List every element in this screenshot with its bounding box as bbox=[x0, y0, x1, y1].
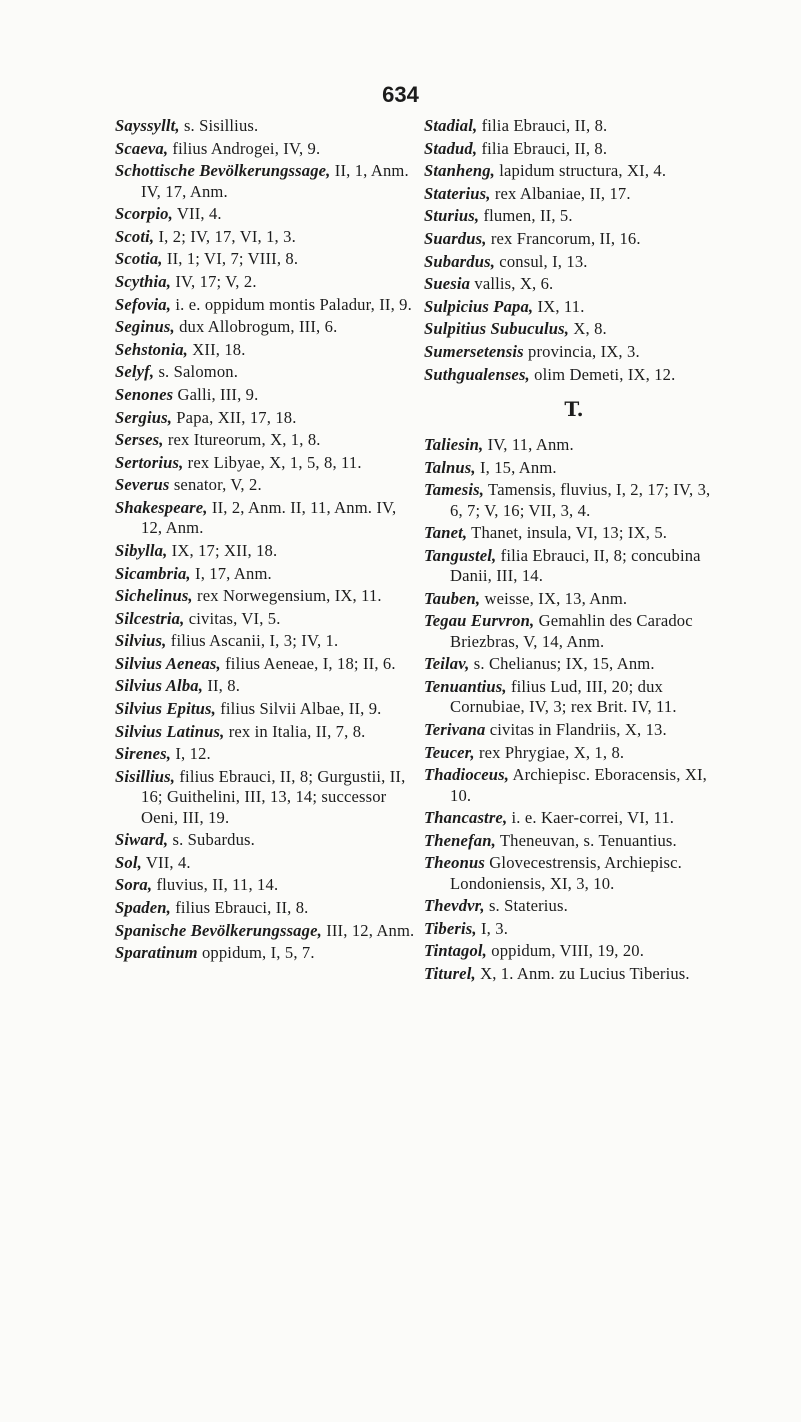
index-entry bbox=[115, 317, 415, 337]
entry-term: Sehstonia, bbox=[115, 339, 188, 359]
entry-term: Suesia bbox=[424, 274, 471, 294]
index-entry bbox=[115, 227, 415, 247]
entry-reference: s. Chelianus; IX, 15, Anm. bbox=[469, 654, 655, 674]
entry-reference: filius Lud, III, 20; dux Cornubiae, IV, 3; rex Brit. IV, 11. bbox=[450, 676, 677, 717]
entry-term: Severus bbox=[115, 475, 170, 495]
index-entry bbox=[424, 677, 724, 718]
index-entry bbox=[424, 720, 724, 740]
entry-reference: X, 8. bbox=[569, 319, 607, 339]
entry-reference: rex Phrygiae, X, 1, 8. bbox=[474, 742, 625, 762]
entry-term: Sturius, bbox=[424, 206, 480, 226]
entry-term: Silvius Latinus, bbox=[115, 721, 225, 741]
entry-term: Stadud, bbox=[424, 138, 478, 158]
entry-reference: filius Ebrauci, II, 8. bbox=[170, 898, 309, 918]
entry-reference: X, 1. Anm. zu Lucius Tiberius. bbox=[475, 964, 690, 984]
entry-term: Schottische Bevölkerungssage, bbox=[115, 161, 331, 181]
index-entry bbox=[424, 611, 724, 652]
entry-term: Tintagol, bbox=[424, 941, 487, 961]
entry-reference: filius Ebrauci, II, 8; Gurgustii, II, 16; Guithelini, III, 13, 14; successor Oeni, III, 19. bbox=[141, 766, 406, 827]
entry-reference: Papa, XII, 17, 18. bbox=[172, 407, 297, 427]
index-entry bbox=[424, 964, 724, 984]
entry-term: Scotia, bbox=[115, 249, 163, 269]
entry-reference: Glovecestrensis, Archiepisc. Londoniensis, XI, 3, 10. bbox=[450, 853, 682, 893]
entry-term: Titurel, bbox=[424, 964, 476, 984]
entry-reference: rex Albaniae, II, 17. bbox=[490, 183, 631, 203]
entry-term: Taliesin, bbox=[424, 434, 484, 454]
entry-term: Siward, bbox=[115, 830, 169, 850]
index-entry bbox=[424, 184, 724, 204]
index-entry bbox=[424, 896, 724, 916]
entry-reference: Archiepisc. Eboracensis, XI, 10. bbox=[450, 765, 707, 805]
entry-reference: consul, I, 13. bbox=[495, 251, 588, 271]
index-entry bbox=[115, 161, 415, 202]
index-entry bbox=[115, 340, 415, 360]
entry-reference: Gemahlin des Caradoc Briezbras, V, 14, Anm. bbox=[450, 611, 693, 651]
index-entry bbox=[115, 875, 415, 895]
entry-term: Seginus, bbox=[115, 317, 175, 337]
entry-reference: rex Norwegensium, IX, 11. bbox=[192, 586, 382, 606]
entry-term: Sulpitius Subuculus, bbox=[424, 319, 570, 339]
entry-reference: II, 8. bbox=[203, 676, 241, 696]
entry-reference: olim Demeti, IX, 12. bbox=[529, 364, 676, 384]
entry-reference: filia Ebrauci, II, 8; concubina Danii, III, 14. bbox=[450, 545, 701, 586]
index-entry bbox=[424, 116, 724, 136]
entry-reference: IX, 17; XII, 18. bbox=[167, 540, 278, 560]
entry-term: Tangustel, bbox=[424, 545, 497, 565]
entry-term: Tiberis, bbox=[424, 918, 477, 938]
entry-term: Sulpicius Papa, bbox=[424, 296, 534, 316]
index-entry bbox=[115, 295, 415, 315]
entry-term: Subardus, bbox=[424, 251, 495, 271]
entry-term: Scoti, bbox=[115, 226, 155, 246]
index-entry bbox=[115, 541, 415, 561]
index-entry bbox=[115, 609, 415, 629]
entry-term: Scythia, bbox=[115, 271, 172, 291]
entry-reference: provincia, IX, 3. bbox=[523, 341, 640, 361]
entry-term: Spanische Bevölkerungssage, bbox=[115, 920, 322, 940]
entry-term: Selyf, bbox=[115, 362, 155, 382]
entry-reference: s. Sisillius. bbox=[179, 116, 259, 135]
entry-term: Serses, bbox=[115, 430, 164, 450]
index-entry bbox=[115, 139, 415, 159]
index-entry bbox=[115, 564, 415, 584]
entry-term: Sicambria, bbox=[115, 563, 191, 583]
index-entry bbox=[424, 480, 724, 521]
index-entry bbox=[424, 765, 724, 806]
index-entry bbox=[115, 385, 415, 405]
entry-term: Stadial, bbox=[424, 116, 478, 135]
index-entry bbox=[424, 546, 724, 587]
index-entry bbox=[424, 654, 724, 674]
entry-reference: Theneuvan, s. Tenuantius. bbox=[495, 830, 677, 850]
entry-term: Talnus, bbox=[424, 457, 476, 477]
entry-reference: lapidum structura, XI, 4. bbox=[494, 161, 667, 181]
index-entry bbox=[115, 408, 415, 428]
entry-reference: vallis, X, 6. bbox=[470, 274, 554, 294]
index-entry bbox=[115, 249, 415, 269]
entry-reference: Galli, III, 9. bbox=[173, 384, 259, 404]
entry-reference: rex in Italia, II, 7, 8. bbox=[224, 721, 366, 741]
index-entry bbox=[115, 453, 415, 473]
index-entry bbox=[115, 498, 415, 539]
index-entry bbox=[115, 898, 415, 918]
entry-term: Theonus bbox=[424, 853, 485, 873]
index-entry bbox=[115, 676, 415, 696]
entry-term: Sergius, bbox=[115, 407, 172, 427]
entry-reference: IX, 11. bbox=[533, 296, 585, 316]
index-entry bbox=[424, 523, 724, 543]
entry-reference: II, 1, Anm. IV, 17, Anm. bbox=[141, 161, 409, 201]
entry-term: Tegau Eurvron, bbox=[424, 611, 535, 631]
entry-reference: i. e. oppidum montis Paladur, II, 9. bbox=[171, 294, 412, 314]
entry-term: Scorpio, bbox=[115, 204, 173, 224]
entry-reference: filius Ascanii, I, 3; IV, 1. bbox=[166, 631, 339, 651]
entry-reference: IV, 11, Anm. bbox=[483, 434, 574, 454]
index-entry bbox=[424, 252, 724, 272]
entry-reference: filius Silvii Albae, II, 9. bbox=[215, 699, 382, 719]
index-entry bbox=[424, 319, 724, 339]
index-entry bbox=[424, 743, 724, 763]
index-entry bbox=[424, 941, 724, 961]
entry-term: Sibylla, bbox=[115, 540, 168, 560]
entry-term: Sefovia, bbox=[115, 294, 172, 314]
entry-term: Sisillius, bbox=[115, 766, 176, 786]
entry-term: Silcestria, bbox=[115, 608, 185, 628]
index-entry bbox=[115, 272, 415, 292]
entry-reference: s. Subardus. bbox=[168, 830, 255, 850]
entry-reference: XII, 18. bbox=[187, 339, 246, 359]
entry-reference: III, 12, Anm. bbox=[321, 920, 415, 940]
entry-reference: dux Allobrogum, III, 6. bbox=[174, 317, 338, 337]
index-entry bbox=[115, 586, 415, 606]
entry-term: Silvius Alba, bbox=[115, 676, 204, 696]
entry-reference: II, 2, Anm. II, 11, Anm. IV, 12, Anm. bbox=[141, 497, 397, 538]
entry-term: Teucer, bbox=[424, 742, 475, 762]
entry-term: Sirenes, bbox=[115, 744, 172, 764]
index-entry bbox=[115, 475, 415, 495]
entry-reference: rex Itureorum, X, 1, 8. bbox=[163, 430, 321, 450]
entry-reference: civitas, VI, 5. bbox=[184, 608, 281, 628]
entry-reference: fluvius, II, 11, 14. bbox=[152, 875, 279, 895]
index-entry bbox=[115, 744, 415, 764]
index-entry bbox=[424, 458, 724, 478]
index-entry bbox=[424, 274, 724, 294]
entry-reference: I, 12. bbox=[171, 744, 211, 764]
entry-term: Thancastre, bbox=[424, 808, 508, 828]
entries-t bbox=[424, 435, 724, 985]
entry-term: Tamesis, bbox=[424, 480, 485, 500]
entry-reference: weisse, IX, 13, Anm. bbox=[480, 588, 628, 608]
entry-reference: filius Androgei, IV, 9. bbox=[168, 138, 321, 158]
entry-reference: rex Libyae, X, 1, 5, 8, 11. bbox=[183, 452, 362, 472]
index-entry bbox=[424, 342, 724, 362]
entry-term: Sumersetensis bbox=[424, 341, 524, 361]
entry-term: Teilav, bbox=[424, 654, 470, 674]
index-entry bbox=[115, 631, 415, 651]
index-entry bbox=[424, 589, 724, 609]
entry-reference: IV, 17; V, 2. bbox=[171, 271, 257, 291]
entry-reference: I, 15, Anm. bbox=[475, 457, 557, 477]
right-column bbox=[424, 116, 724, 987]
entry-reference: filius Aeneae, I, 18; II, 6. bbox=[220, 653, 396, 673]
entry-reference: I, 3. bbox=[476, 918, 508, 938]
section-heading-t: T. bbox=[564, 396, 584, 421]
index-entry bbox=[424, 919, 724, 939]
entry-term: Sol, bbox=[115, 852, 142, 872]
index-entry bbox=[424, 139, 724, 159]
index-entry bbox=[424, 853, 724, 894]
entry-reference: Thanet, insula, VI, 13; IX, 5. bbox=[467, 523, 668, 543]
entry-reference: oppidum, VIII, 19, 20. bbox=[486, 941, 645, 961]
entry-reference: filia Ebrauci, II, 8. bbox=[477, 138, 608, 158]
entry-reference: VII, 4. bbox=[141, 852, 191, 872]
entry-term: Shakespeare, bbox=[115, 497, 208, 517]
entry-term: Stanheng, bbox=[424, 161, 495, 181]
entry-reference: flumen, II, 5. bbox=[479, 206, 573, 226]
index-entry bbox=[424, 161, 724, 181]
entry-term: Suthgualenses, bbox=[424, 364, 530, 384]
entry-term: Sichelinus, bbox=[115, 586, 193, 606]
left-column bbox=[115, 116, 415, 966]
entry-term: Silvius, bbox=[115, 631, 167, 651]
entry-reference: s. Salomon. bbox=[154, 362, 239, 382]
index-entry bbox=[115, 853, 415, 873]
entry-term: Terivana bbox=[424, 719, 486, 739]
entry-reference: Tamensis, fluvius, I, 2, 17; IV, 3, 6, 7; V, 16; VII, 3, 4. bbox=[450, 480, 711, 520]
index-entry bbox=[115, 722, 415, 742]
index-entry bbox=[115, 699, 415, 719]
entry-term: Thevdvr, bbox=[424, 896, 485, 916]
entry-term: Scaeva, bbox=[115, 138, 169, 158]
index-entry bbox=[424, 808, 724, 828]
entry-reference: i. e. Kaer-correi, VI, 11. bbox=[507, 808, 675, 828]
index-entry bbox=[424, 831, 724, 851]
index-entry bbox=[424, 435, 724, 455]
index-entry bbox=[424, 365, 724, 385]
entry-reference: VII, 4. bbox=[172, 204, 222, 224]
entry-term: Thadioceus, bbox=[424, 765, 510, 785]
entry-reference: I, 2; IV, 17, VI, 1, 3. bbox=[154, 226, 296, 246]
index-entry bbox=[115, 943, 415, 963]
entry-term: Sora, bbox=[115, 875, 153, 895]
entry-reference: II, 1; VI, 7; VIII, 8. bbox=[162, 249, 299, 269]
index-entry bbox=[115, 921, 415, 941]
entry-term: Tenuantius, bbox=[424, 676, 507, 696]
entry-term: Spaden, bbox=[115, 898, 171, 918]
page-number: 634 bbox=[382, 82, 419, 107]
entries-s-continued bbox=[424, 116, 724, 385]
entry-reference: civitas in Flandriis, X, 13. bbox=[485, 719, 667, 739]
entry-term: Sparatinum bbox=[115, 943, 198, 963]
index-entry bbox=[115, 654, 415, 674]
entry-reference: oppidum, I, 5, 7. bbox=[197, 943, 315, 963]
entry-term: Sayssyllt, bbox=[115, 116, 180, 135]
index-entry bbox=[424, 206, 724, 226]
entry-term: Thenefan, bbox=[424, 830, 496, 850]
entry-reference: senator, V, 2. bbox=[169, 475, 262, 495]
index-entry bbox=[115, 116, 415, 136]
index-entry bbox=[424, 297, 724, 317]
index-entry bbox=[115, 430, 415, 450]
entry-term: Suardus, bbox=[424, 228, 487, 248]
index-entry bbox=[424, 229, 724, 249]
entry-term: Silvius Epitus, bbox=[115, 699, 216, 719]
entry-term: Staterius, bbox=[424, 183, 491, 203]
entry-term: Silvius Aeneas, bbox=[115, 653, 221, 673]
entry-reference: I, 17, Anm. bbox=[190, 563, 272, 583]
entry-term: Sertorius, bbox=[115, 452, 184, 472]
entry-reference: rex Francorum, II, 16. bbox=[486, 228, 641, 248]
entry-term: Tanet, bbox=[424, 523, 468, 543]
index-entry bbox=[115, 362, 415, 382]
entry-term: Tauben, bbox=[424, 588, 481, 608]
entry-term: Senones bbox=[115, 384, 174, 404]
index-entry bbox=[115, 767, 415, 828]
index-entry bbox=[115, 830, 415, 850]
index-entry bbox=[115, 204, 415, 224]
entry-reference: filia Ebrauci, II, 8. bbox=[477, 116, 608, 135]
entry-reference: s. Staterius. bbox=[484, 896, 568, 916]
